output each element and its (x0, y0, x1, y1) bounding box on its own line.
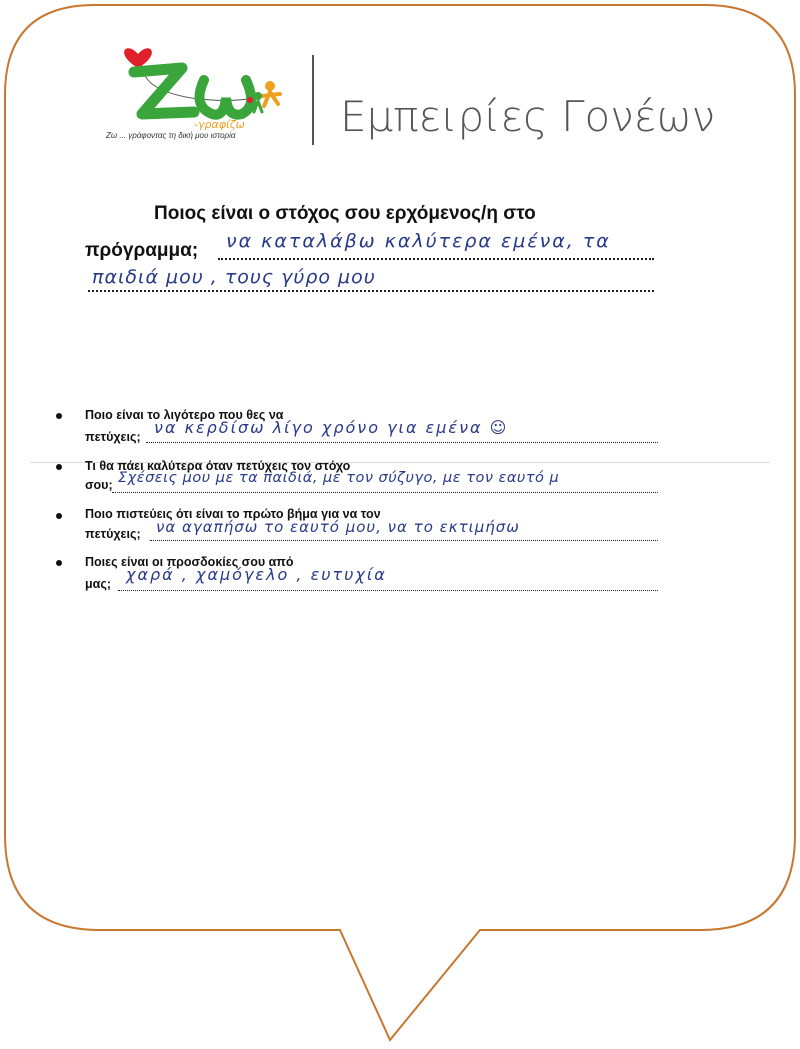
main-question-label: πρόγραμμα; (85, 240, 199, 261)
heart-icon (124, 48, 152, 68)
main-answer-line2: παιδιά μου , τους γύρο μου (92, 266, 376, 288)
question-1-label: πετύχεις; (85, 430, 141, 444)
bullet (56, 413, 62, 419)
answer-1: να κερδίσω λίγο χρόνο για εμένα ☺ (154, 418, 509, 437)
page-title: Εμπειρίες Γονέων (340, 92, 716, 141)
main-answer-line1: να καταλάβω καλύτερα εμένα, τα (226, 230, 611, 252)
main-question-line1: Ποιος είναι ο στόχος σου ερχόμενος/η στο (154, 203, 536, 224)
answer-dotted-line (88, 290, 654, 292)
question-1-line1: Ποιο είναι το λιγότερο που θες να (85, 408, 284, 422)
question-4-line1: Ποιες είναι οι προσδοκίες σου από (85, 555, 294, 569)
answer-dotted-line (118, 590, 658, 591)
answer-dotted-line (218, 258, 654, 260)
bullet (56, 513, 62, 519)
bullet (56, 560, 62, 566)
bullet (56, 464, 62, 470)
answer-2: Σχέσεις μου με τα παιδιά, με τον σύζυγο, με τον εαυτό μ (118, 470, 560, 486)
answer-dotted-line (112, 492, 658, 493)
logo-subtext: -γραφίζω (194, 118, 245, 131)
zo-grafizo-logo (112, 36, 292, 146)
answer-4: χαρά , χαμόγελο , ευτυχία (126, 565, 387, 584)
question-3-label: πετύχεις; (85, 527, 141, 541)
answer-dotted-line (146, 442, 658, 443)
question-4-label: μας; (85, 577, 111, 591)
question-2-line1: Τι θα πάει καλύτερα όταν πετύχεις τον στόχο (85, 459, 351, 473)
question-2-label: σου; (85, 478, 113, 492)
answer-dotted-line (150, 540, 658, 541)
logo-tagline: Ζω ... γράφοντας τη δική μου ιστορία (106, 131, 236, 140)
answer-3: να αγαπήσω το εαυτό μου, να το εκτιμήσω (156, 518, 520, 536)
question-3-line1: Ποιο πιστεύεις ότι είναι το πρώτο βήμα για να τον (85, 507, 381, 521)
header-divider (312, 55, 314, 145)
